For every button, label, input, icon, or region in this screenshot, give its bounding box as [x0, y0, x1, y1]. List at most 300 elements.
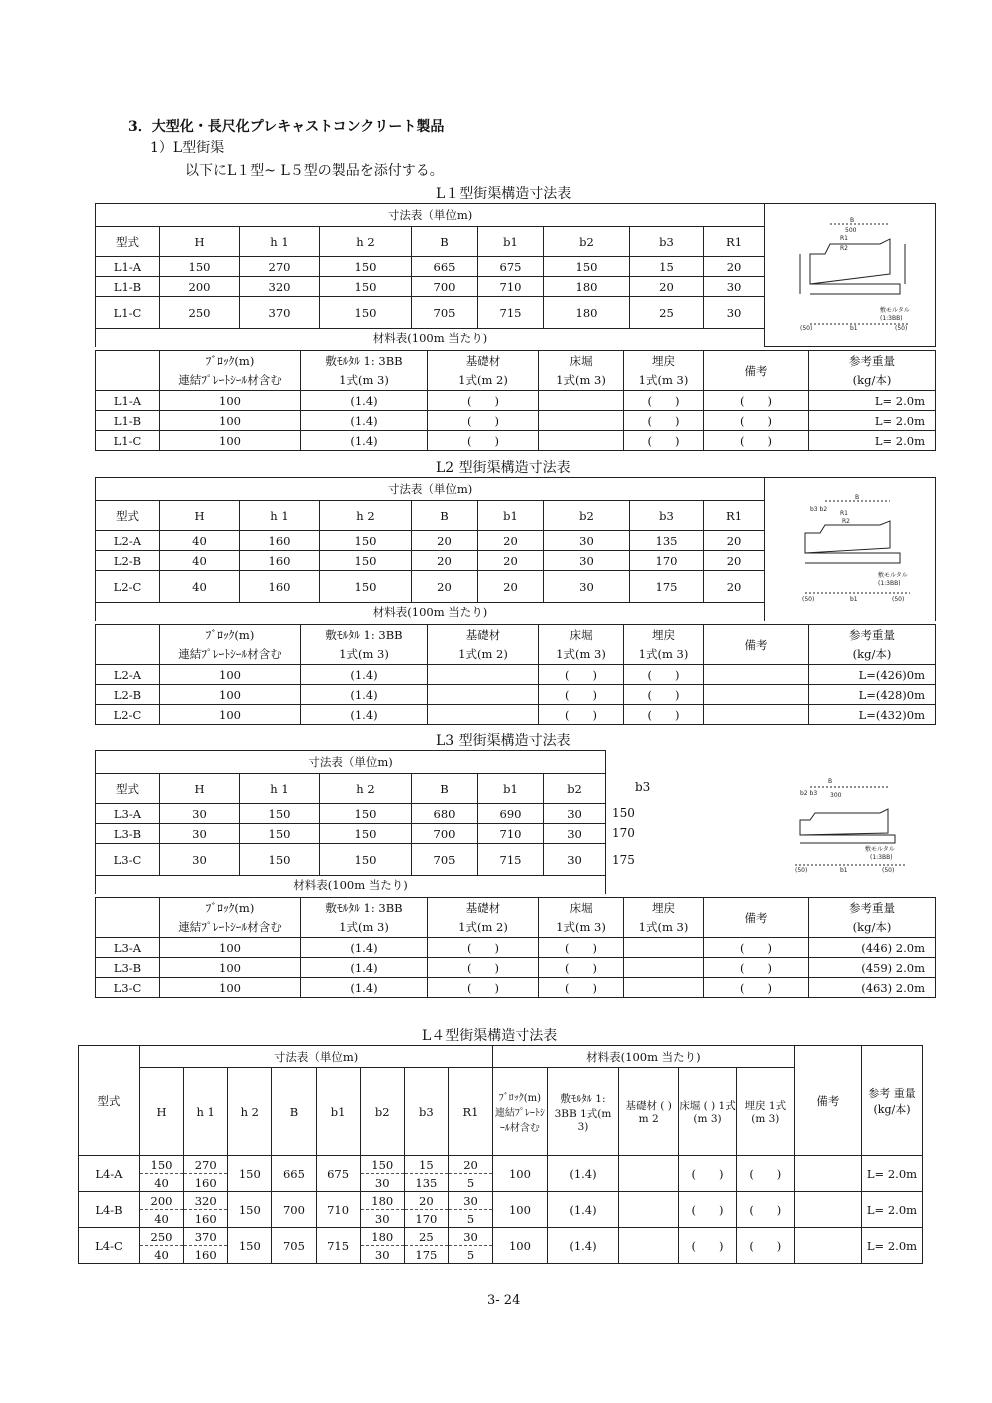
svg-text:R1: R1: [840, 509, 849, 517]
l2-h-h2: h 2: [320, 501, 412, 531]
mat-h-fill: 埋戻: [624, 351, 704, 371]
mat-h2: 連結ﾌﾟﾚｰﾄｼｰﾙ材含む: [160, 371, 301, 391]
cell: 150: [320, 551, 412, 571]
cell: [619, 1156, 679, 1192]
table-row: L2-B: [96, 685, 160, 705]
cell: 665: [272, 1156, 316, 1192]
subheading: 1）L型街渠: [150, 140, 225, 156]
l4-h-remarks: 備考: [794, 1046, 861, 1156]
cell: ( ): [539, 958, 624, 978]
mat-h2: 1式(m 3): [301, 918, 428, 938]
l2-mat-caption: 材料表(100m 当たり): [96, 603, 765, 621]
cell: ( ): [539, 705, 624, 725]
l1-h-b1: b1: [478, 227, 544, 257]
l3-h-H: H: [160, 774, 240, 804]
l4-h-block: ﾌﾞﾛｯｸ(m) 連結ﾌﾟﾚｰﾄｼｰﾙ材含む: [493, 1068, 548, 1156]
cell: ( ): [624, 685, 704, 705]
table-row: L1-A: [96, 391, 160, 411]
cell: ( ): [428, 431, 539, 451]
cell: 160: [184, 1210, 228, 1228]
svg-text:(50): (50): [802, 595, 815, 603]
mat-h-fill: 埋戻: [624, 625, 704, 645]
svg-text:500: 500: [845, 226, 857, 234]
l4-h-H: H: [139, 1068, 183, 1156]
mat-h-remarks: 備考: [704, 625, 809, 665]
cell: 100: [160, 665, 301, 685]
cell: [96, 898, 160, 938]
cell: ( ): [624, 665, 704, 685]
cell: 20: [412, 571, 478, 603]
l2-h-type: 型式: [96, 501, 160, 531]
svg-text:300: 300: [830, 792, 842, 799]
table-row: L4-C: [79, 1228, 140, 1264]
cell: 15: [404, 1156, 448, 1174]
table-row: L2-B: [96, 551, 160, 571]
cell: 150: [320, 277, 412, 297]
cell: 100: [160, 705, 301, 725]
svg-text:B: B: [828, 778, 833, 785]
cell: 150: [240, 804, 320, 824]
cell: L= 2.0m: [809, 431, 936, 451]
cell: 700: [412, 824, 478, 844]
cell: 200: [139, 1192, 183, 1210]
mat-h-base: 基礎材: [428, 351, 539, 371]
cell: 320: [184, 1192, 228, 1210]
cell: 100: [160, 685, 301, 705]
mat-h-remarks: 備考: [704, 898, 809, 938]
l3-b3-b: 170: [612, 826, 635, 840]
l1-h-h2: h 2: [320, 227, 412, 257]
cell: 150: [160, 257, 240, 277]
cell: 150: [320, 531, 412, 551]
l3-mat-table: [95, 897, 936, 998]
cell: 160: [240, 531, 320, 551]
mat-h-block: ﾌﾞﾛｯｸ(m): [160, 625, 301, 645]
svg-text:(50): (50): [800, 324, 813, 332]
l1-table: [95, 203, 936, 347]
l2-title: L2 型街渠構造寸法表: [436, 460, 571, 476]
cell: (1.4): [301, 938, 428, 958]
cell: 150: [139, 1156, 183, 1174]
cell: ( ): [704, 411, 809, 431]
cell: [624, 958, 704, 978]
mat-h-weight: 参考重量: [809, 625, 936, 645]
mat-h-fill: 埋戻: [624, 898, 704, 918]
cell: (1.4): [547, 1156, 618, 1192]
cell: ( ): [428, 978, 539, 998]
cell: 665: [412, 257, 478, 277]
mat-h-dig: 床堀: [539, 351, 624, 371]
l3-b3-c: 175: [612, 853, 635, 867]
cell: 180: [360, 1192, 404, 1210]
cell: 320: [240, 277, 320, 297]
l1-dim-caption: 寸法表（単位m): [96, 204, 765, 227]
mat-h2: 1式(m 3): [624, 645, 704, 665]
cell: 710: [478, 277, 544, 297]
l1-mat-caption: 材料表(100m 当たり): [96, 329, 765, 347]
table-row: L3-C: [96, 978, 160, 998]
cell: 100: [493, 1228, 548, 1264]
cell: [428, 685, 539, 705]
cell: 160: [240, 571, 320, 603]
l2-h-h1: h 1: [240, 501, 320, 531]
l1-cross-section-diagram: [770, 214, 930, 334]
cell: 20: [704, 551, 765, 571]
table-row: L3-B: [96, 958, 160, 978]
mat-h2: 連結ﾌﾟﾚｰﾄｼｰﾙ材含む: [160, 645, 301, 665]
table-row: L2-A: [96, 665, 160, 685]
cell: 30: [448, 1228, 492, 1246]
l1-h-R1: R1: [704, 227, 765, 257]
cell: 20: [704, 257, 765, 277]
l4-h-h1: h 1: [184, 1068, 228, 1156]
l2-h-b3: b3: [630, 501, 704, 531]
cell: 20: [448, 1156, 492, 1174]
l4-h-b1: b1: [316, 1068, 360, 1156]
cell: 160: [184, 1246, 228, 1264]
l2-h-H: H: [160, 501, 240, 531]
l2-mat-table: [95, 624, 936, 725]
cell: 150: [320, 297, 412, 329]
cell: [704, 685, 809, 705]
l3-b3-header: b3: [635, 780, 651, 794]
l2-table: [95, 477, 936, 621]
l2-h-b1: b1: [478, 501, 544, 531]
cell: 30: [360, 1174, 404, 1192]
l4-table: [78, 1045, 923, 1264]
cell: [428, 705, 539, 725]
cell: ( ): [704, 938, 809, 958]
table-row: L1-C: [96, 297, 160, 329]
l2-diagram-cell: [765, 478, 936, 621]
svg-text:R1: R1: [840, 234, 849, 242]
cell: 5: [448, 1174, 492, 1192]
mat-h-dig: 床堀: [539, 625, 624, 645]
cell: 40: [160, 551, 240, 571]
cell: ( ): [704, 431, 809, 451]
cell: 180: [544, 297, 630, 329]
section-heading: 3．大型化・長尺化プレキャストコンクリート製品: [128, 119, 445, 135]
cell: ( ): [679, 1156, 737, 1192]
l3-cross-section-diagram: [770, 775, 930, 875]
cell: 705: [412, 297, 478, 329]
cell: ( ): [624, 411, 704, 431]
cell: 20: [630, 277, 704, 297]
cell: [794, 1156, 861, 1192]
cell: (1.4): [301, 411, 428, 431]
cell: 30: [544, 531, 630, 551]
cell: 40: [160, 571, 240, 603]
cell: (1.4): [547, 1228, 618, 1264]
l2-cross-section-diagram: [770, 493, 930, 603]
l4-h-b3: b3: [404, 1068, 448, 1156]
cell: [539, 411, 624, 431]
cell: 100: [160, 431, 301, 451]
cell: ( ): [539, 665, 624, 685]
cell: 30: [448, 1192, 492, 1210]
cell: 25: [404, 1228, 448, 1246]
l2-h-R1: R1: [704, 501, 765, 531]
cell: 175: [630, 571, 704, 603]
mat-h2: 1式(m 2): [428, 918, 539, 938]
cell: 150: [228, 1228, 272, 1264]
cell: ( ): [539, 938, 624, 958]
mat-h-base: 基礎材: [428, 625, 539, 645]
cell: 40: [160, 531, 240, 551]
cell: 40: [139, 1210, 183, 1228]
svg-text:R2: R2: [840, 244, 849, 252]
cell: 20: [478, 571, 544, 603]
l3-title: L3 型街渠構造寸法表: [436, 733, 571, 749]
cell: 700: [272, 1192, 316, 1228]
l4-h-weight: 参考 重量 (kg/本): [861, 1046, 922, 1156]
l2-h-b2: b2: [544, 501, 630, 531]
l3-h-h1: h 1: [240, 774, 320, 804]
table-row: L2-C: [96, 571, 160, 603]
cell: 150: [240, 824, 320, 844]
cell: 675: [316, 1156, 360, 1192]
mat-h2: 1式(m 2): [428, 371, 539, 391]
l1-title: L１型街渠構造寸法表: [436, 186, 572, 202]
cell: ( ): [704, 978, 809, 998]
cell: 30: [544, 804, 606, 824]
l4-dim-caption: 寸法表（単位m): [139, 1046, 492, 1068]
cell: 150: [228, 1192, 272, 1228]
svg-text:(1:3BB): (1:3BB): [880, 314, 903, 322]
l3-h-b2: b2: [544, 774, 606, 804]
cell: 20: [412, 551, 478, 571]
l1-h-type: 型式: [96, 227, 160, 257]
cell: [624, 978, 704, 998]
cell: 5: [448, 1246, 492, 1264]
cell: [794, 1228, 861, 1264]
cell: [428, 665, 539, 685]
cell: 30: [704, 277, 765, 297]
l2-dim-caption: 寸法表（単位m): [96, 478, 765, 501]
cell: 160: [184, 1174, 228, 1192]
l3-h-type: 型式: [96, 774, 160, 804]
mat-h-mortar: 敷ﾓﾙﾀﾙ 1: 3BB: [301, 625, 428, 645]
cell: 700: [412, 277, 478, 297]
l4-h-dig: 床堀 ( ) 1式 (m 3): [679, 1068, 737, 1156]
cell: 680: [412, 804, 478, 824]
cell: 710: [316, 1192, 360, 1228]
table-row: L1-C: [96, 431, 160, 451]
cell: 270: [240, 257, 320, 277]
svg-text:(1:3BB): (1:3BB): [870, 854, 893, 861]
cell: [619, 1192, 679, 1228]
cell: ( ): [428, 411, 539, 431]
cell: 150: [228, 1156, 272, 1192]
cell: (1.4): [301, 665, 428, 685]
table-row: L1-B: [96, 277, 160, 297]
l1-h-b2: b2: [544, 227, 630, 257]
cell: 200: [160, 277, 240, 297]
cell: 170: [404, 1210, 448, 1228]
cell: ( ): [679, 1192, 737, 1228]
table-row: L1-B: [96, 411, 160, 431]
svg-text:(1:3BB): (1:3BB): [878, 579, 901, 587]
cell: 30: [544, 551, 630, 571]
l3-table: [95, 750, 606, 894]
mat-h2: 1式(m 3): [624, 371, 704, 391]
cell: 30: [160, 844, 240, 876]
mat-h-mortar: 敷ﾓﾙﾀﾙ 1: 3BB: [301, 351, 428, 371]
mat-h-weight: 参考重量: [809, 898, 936, 918]
cell: (1.4): [547, 1192, 618, 1228]
cell: ( ): [736, 1156, 794, 1192]
cell: 710: [478, 824, 544, 844]
cell: 100: [160, 391, 301, 411]
cell: [539, 431, 624, 451]
l4-h-type: 型式: [79, 1046, 140, 1156]
svg-text:(50): (50): [795, 867, 808, 874]
cell: 20: [704, 571, 765, 603]
mat-h2: 1式(m 3): [624, 918, 704, 938]
svg-text:R2: R2: [842, 517, 851, 525]
cell: ( ): [624, 705, 704, 725]
cell: 100: [160, 978, 301, 998]
cell: 170: [630, 551, 704, 571]
cell: 30: [544, 844, 606, 876]
mat-h2: 1式(m 3): [539, 918, 624, 938]
cell: ( ): [428, 391, 539, 411]
cell: (1.4): [301, 431, 428, 451]
mat-h2: 1式(m 3): [301, 371, 428, 391]
table-row: L3-B: [96, 824, 160, 844]
l4-title: L４型街渠構造寸法表: [422, 1028, 558, 1044]
cell: 160: [240, 551, 320, 571]
cell: [96, 625, 160, 665]
cell: 150: [360, 1156, 404, 1174]
cell: ( ): [704, 958, 809, 978]
l3-diagram-wrap: [770, 775, 930, 875]
cell: ( ): [428, 958, 539, 978]
mat-h2: 1式(m 3): [539, 371, 624, 391]
cell: [624, 938, 704, 958]
cell: (459) 2.0m: [809, 958, 936, 978]
cell: 150: [320, 844, 412, 876]
l3-h-h2: h 2: [320, 774, 412, 804]
cell: 20: [412, 531, 478, 551]
cell: 715: [316, 1228, 360, 1264]
cell: (1.4): [301, 705, 428, 725]
l1-h-b3: b3: [630, 227, 704, 257]
table-row: L1-A: [96, 257, 160, 277]
cell: 30: [360, 1210, 404, 1228]
cell: ( ): [539, 978, 624, 998]
cell: 25: [630, 297, 704, 329]
l4-h-mortar: 敷ﾓﾙﾀﾙ 1: 3BB 1式(m 3): [547, 1068, 618, 1156]
cell: 20: [478, 531, 544, 551]
cell: 250: [139, 1228, 183, 1246]
svg-text:敷モルタル: 敷モルタル: [865, 846, 895, 853]
cell: 100: [160, 958, 301, 978]
l4-h-h2: h 2: [228, 1068, 272, 1156]
cell: [794, 1192, 861, 1228]
cell: 690: [478, 804, 544, 824]
cell: ( ): [539, 685, 624, 705]
mat-h-base: 基礎材: [428, 898, 539, 918]
l4-h-fill: 埋戻 1式 (m 3): [736, 1068, 794, 1156]
svg-text:b2 b3: b2 b3: [800, 790, 818, 797]
cell: L= 2.0m: [809, 391, 936, 411]
cell: L= 2.0m: [861, 1192, 922, 1228]
cell: 30: [704, 297, 765, 329]
cell: [704, 665, 809, 685]
mat-h-weight: 参考重量: [809, 351, 936, 371]
cell: 150: [320, 571, 412, 603]
cell: 180: [360, 1228, 404, 1246]
cell: 705: [412, 844, 478, 876]
cell: [539, 391, 624, 411]
cell: ( ): [428, 938, 539, 958]
cell: 100: [160, 938, 301, 958]
cell: ( ): [736, 1228, 794, 1264]
cell: 150: [320, 804, 412, 824]
l1-h-H: H: [160, 227, 240, 257]
cell: 370: [240, 297, 320, 329]
svg-text:b1: b1: [840, 867, 848, 874]
mat-h2: (kg/本): [809, 371, 936, 391]
cell: 30: [360, 1246, 404, 1264]
cell: ( ): [679, 1228, 737, 1264]
cell: L= 2.0m: [809, 411, 936, 431]
cell: (463) 2.0m: [809, 978, 936, 998]
svg-text:B: B: [850, 216, 855, 224]
cell: 30: [160, 824, 240, 844]
table-row: L3-A: [96, 938, 160, 958]
mat-h2: (kg/本): [809, 918, 936, 938]
cell: 715: [478, 297, 544, 329]
cell: 30: [544, 824, 606, 844]
cell: 175: [404, 1246, 448, 1264]
cell: ( ): [624, 391, 704, 411]
cell: ( ): [704, 391, 809, 411]
mat-h-block: ﾌﾞﾛｯｸ(m): [160, 898, 301, 918]
cell: 370: [184, 1228, 228, 1246]
mat-h2: 1式(m 3): [539, 645, 624, 665]
cell: (446) 2.0m: [809, 938, 936, 958]
l1-diagram-cell: [765, 204, 936, 347]
mat-h2: 連結ﾌﾟﾚｰﾄｼｰﾙ材含む: [160, 918, 301, 938]
cell: 135: [630, 531, 704, 551]
l3-b3-a: 150: [612, 806, 635, 820]
cell: 15: [630, 257, 704, 277]
cell: L= 2.0m: [861, 1228, 922, 1264]
cell: 30: [160, 804, 240, 824]
intro-text: 以下にL１型~ L５型の製品を添付する。: [185, 163, 444, 179]
cell: 270: [184, 1156, 228, 1174]
svg-text:敷モルタル: 敷モルタル: [878, 571, 908, 579]
cell: L=(426)0m: [809, 665, 936, 685]
cell: L= 2.0m: [861, 1156, 922, 1192]
cell: 100: [160, 411, 301, 431]
l4-h-B: B: [272, 1068, 316, 1156]
cell: 100: [493, 1156, 548, 1192]
l4-h-base: 基礎材 ( ) m 2: [619, 1068, 679, 1156]
l3-mat-caption: 材料表(100m 当たり): [96, 876, 606, 894]
mat-h-block: ﾌﾞﾛｯｸ(m): [160, 351, 301, 371]
cell: 40: [139, 1174, 183, 1192]
svg-text:敷モルタル: 敷モルタル: [880, 306, 910, 314]
cell: 705: [272, 1228, 316, 1264]
cell: 20: [404, 1192, 448, 1210]
l4-h-b2: b2: [360, 1068, 404, 1156]
l1-h-h1: h 1: [240, 227, 320, 257]
svg-text:b1: b1: [850, 595, 858, 603]
l1-h-B: B: [412, 227, 478, 257]
